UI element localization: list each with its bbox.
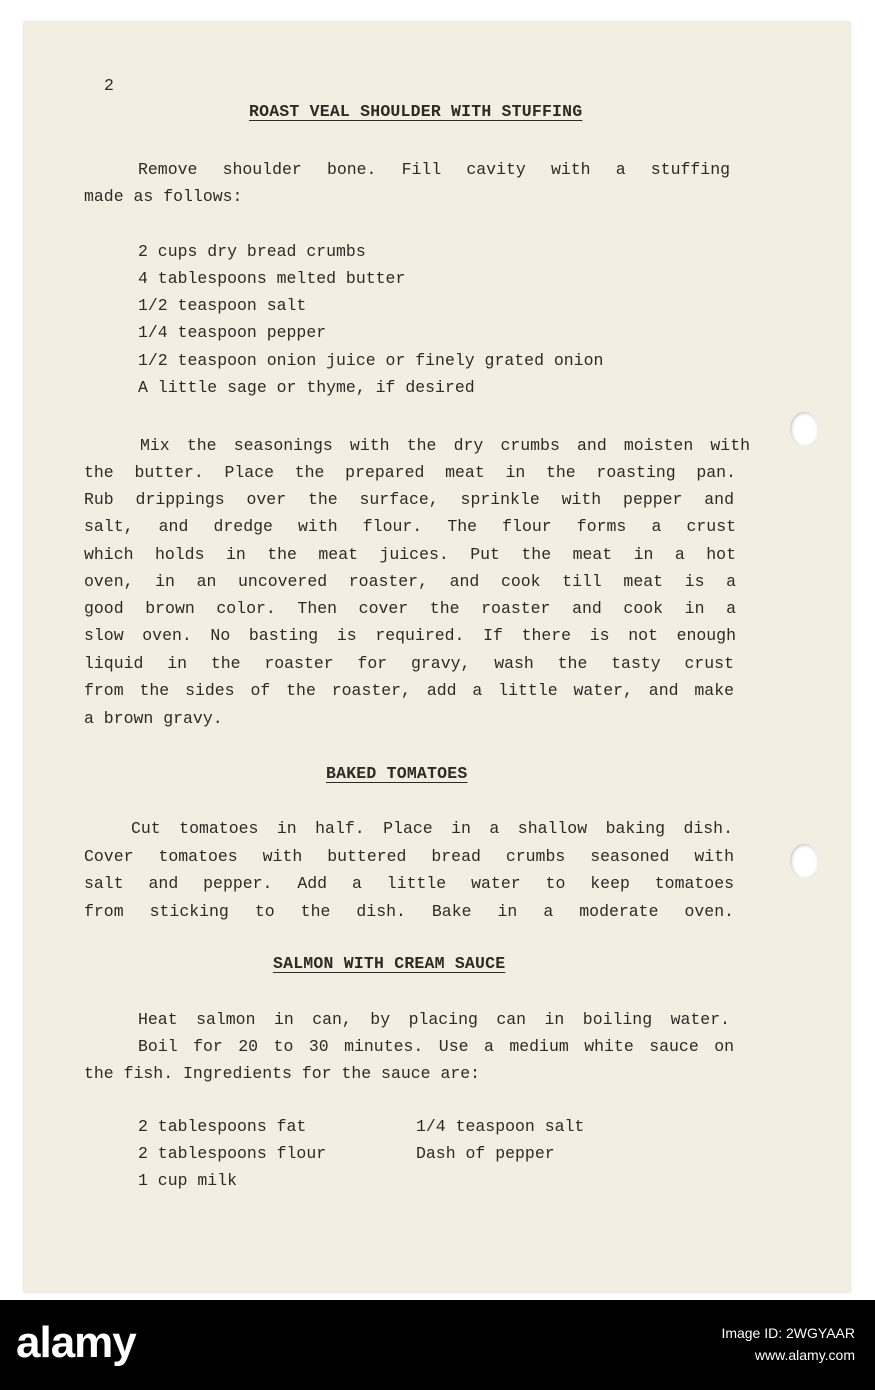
tomatoes-method-line: Cut tomatoes in half. Place in a shallow baking dish. [131,819,733,838]
veal-ingredient: A little sage or thyme, if desired [138,378,475,397]
veal-intro-line-2: made as follows: [84,187,243,206]
veal-intro-line-1: Remove shoulder bone. Fill cavity with a stuffing [138,160,730,179]
veal-ingredient: 2 cups dry bread crumbs [138,242,366,261]
salmon-ingredient: Dash of pepper [416,1144,555,1163]
veal-ingredient: 1/2 teaspoon onion juice or finely grated onion [138,351,604,370]
salmon-method-line: Heat salmon in can, by placing can in boiling water. [138,1010,730,1029]
punch-hole-top [790,412,818,446]
alamy-logo: alamy [16,1318,136,1367]
veal-ingredient: 1/4 teaspoon pepper [138,323,327,342]
veal-title: ROAST VEAL SHOULDER WITH STUFFING [249,102,583,121]
veal-method-line: from the sides of the roaster, add a little water, and make [84,681,734,700]
veal-method-line: slow oven. No basting is required. If there is not enough [84,626,736,645]
veal-ingredient: 1/2 teaspoon salt [138,296,307,315]
site-url: www.alamy.com [754,1347,855,1363]
image-id: Image ID: 2WGYAAR [721,1325,855,1341]
veal-method-line: Rub drippings over the surface, sprinkle with pepper and [84,490,734,509]
tomatoes-method-line: from sticking to the dish. Bake in a moderate oven. [84,902,734,921]
salmon-method-line: Boil for 20 to 30 minutes. Use a medium white sauce on [138,1037,734,1056]
veal-method-line: oven, in an uncovered roaster, and cook till meat is a [84,572,736,591]
watermark-footer [0,1300,875,1390]
veal-method-line: which holds in the meat juices. Put the meat in a hot [84,545,736,564]
salmon-method-line: the fish. Ingredients for the sauce are: [84,1064,481,1083]
veal-method-line: a brown gravy. [84,709,223,728]
salmon-ingredient: 2 tablespoons fat [138,1117,307,1136]
veal-method-line: good brown color. Then cover the roaster and cook in a [84,599,736,618]
veal-method-line: salt, and dredge with flour. The flour forms a crust [84,517,736,536]
salmon-ingredient: 2 tablespoons flour [138,1144,327,1163]
tomatoes-method-line: Cover tomatoes with buttered bread crumbs seasoned with [84,847,734,866]
tomatoes-title: BAKED TOMATOES [326,764,468,783]
salmon-ingredient: 1/4 teaspoon salt [416,1117,585,1136]
veal-method-line: the butter. Place the prepared meat in the roasting pan. [84,463,736,482]
page-number: 2 [104,76,115,95]
veal-method-line: Mix the seasonings with the dry crumbs and moisten with [140,436,750,455]
punch-hole-bottom [790,844,818,878]
veal-method-line: liquid in the roaster for gravy, wash the tasty crust [84,654,734,673]
veal-ingredient: 4 tablespoons melted butter [138,269,406,288]
salmon-title: SALMON WITH CREAM SAUCE [273,954,506,973]
salmon-ingredient: 1 cup milk [138,1171,238,1190]
tomatoes-method-line: salt and pepper. Add a little water to keep tomatoes [84,874,734,893]
image-credit [721,1322,855,1366]
